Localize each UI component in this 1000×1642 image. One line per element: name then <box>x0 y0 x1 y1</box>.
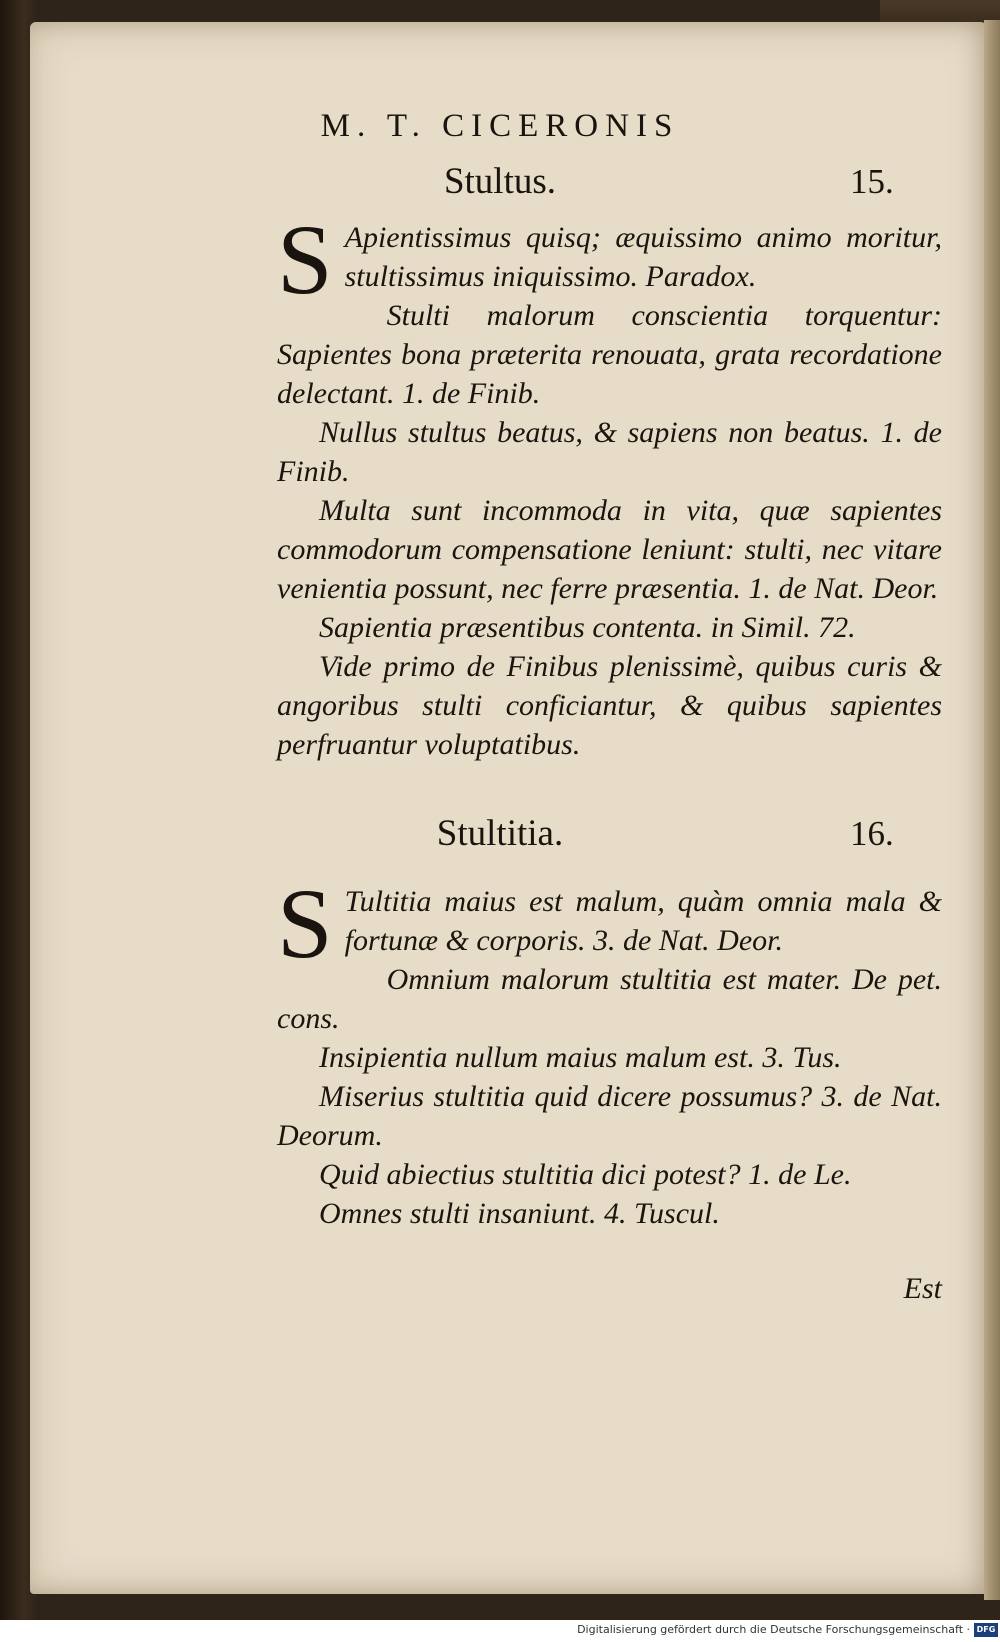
entry: Vide primo de Finibus plenissimè, quibus curis & angoribus stulti conficiantur, & quibus sapientes perfruantur voluptatibus. <box>277 650 942 761</box>
section-number-15: 15. <box>850 162 894 201</box>
drop-cap: S <box>277 204 333 315</box>
catchword: Est <box>903 1272 942 1305</box>
funding-credit: Digitalisierung gefördert durch die Deutsche Forschungsgemeinschaft · <box>577 1623 970 1636</box>
dfg-logo-icon: DFG <box>974 1623 998 1637</box>
entry <box>277 868 942 979</box>
entry: Sapientia præsentibus contenta. in Simil. 72. <box>319 611 856 644</box>
entry: Omnes stulti insaniunt. 4. Tuscul. <box>319 1197 720 1230</box>
section-body-stultitia <box>277 868 942 1233</box>
entry: Stulti malorum conscientia torquentur: Sapientes bona præterita renouata, grata recordatione delectant. 1. de Finib. <box>277 299 942 410</box>
running-head: M. T. CICERONIS <box>320 108 680 144</box>
section-title-stultitia: Stultitia. <box>436 813 564 854</box>
entry: Nullus stultus beatus, & sapiens non beatus. 1. de Finib. <box>277 416 942 488</box>
entry-text: Tultitia maius est malum, quàm omnia mala & fortunæ & corporis. 3. de Nat. Deor. <box>344 885 942 957</box>
digitization-footer <box>0 1620 1000 1642</box>
entry-text: Apientissimus quisq; æquissimo animo moritur, stultissimus iniquissimo. Paradox. <box>344 221 942 293</box>
entry: Quid abiectius stultitia dici potest? 1. de Le. <box>319 1158 852 1191</box>
page-edge <box>984 20 1000 1600</box>
drop-cap: S <box>277 868 333 979</box>
entry: Omnium malorum stultitia est mater. De pet. cons. <box>277 963 942 1035</box>
entry: Miserius stultitia quid dicere possumus? 3. de Nat. Deorum. <box>277 1080 942 1152</box>
entry <box>277 204 942 315</box>
section-body-stultus <box>277 204 942 764</box>
section-title-stultus: Stultus. <box>443 161 557 202</box>
entry: Multa sunt incommoda in vita, quæ sapientes commodorum compensatione leniunt: stulti, nec vitare venientia possunt, nec ferre præsentia. 1. de Nat. Deor. <box>277 494 942 605</box>
section-number-16: 16. <box>850 814 894 853</box>
entry: Insipientia nullum maius malum est. 3. Tus. <box>319 1041 842 1074</box>
